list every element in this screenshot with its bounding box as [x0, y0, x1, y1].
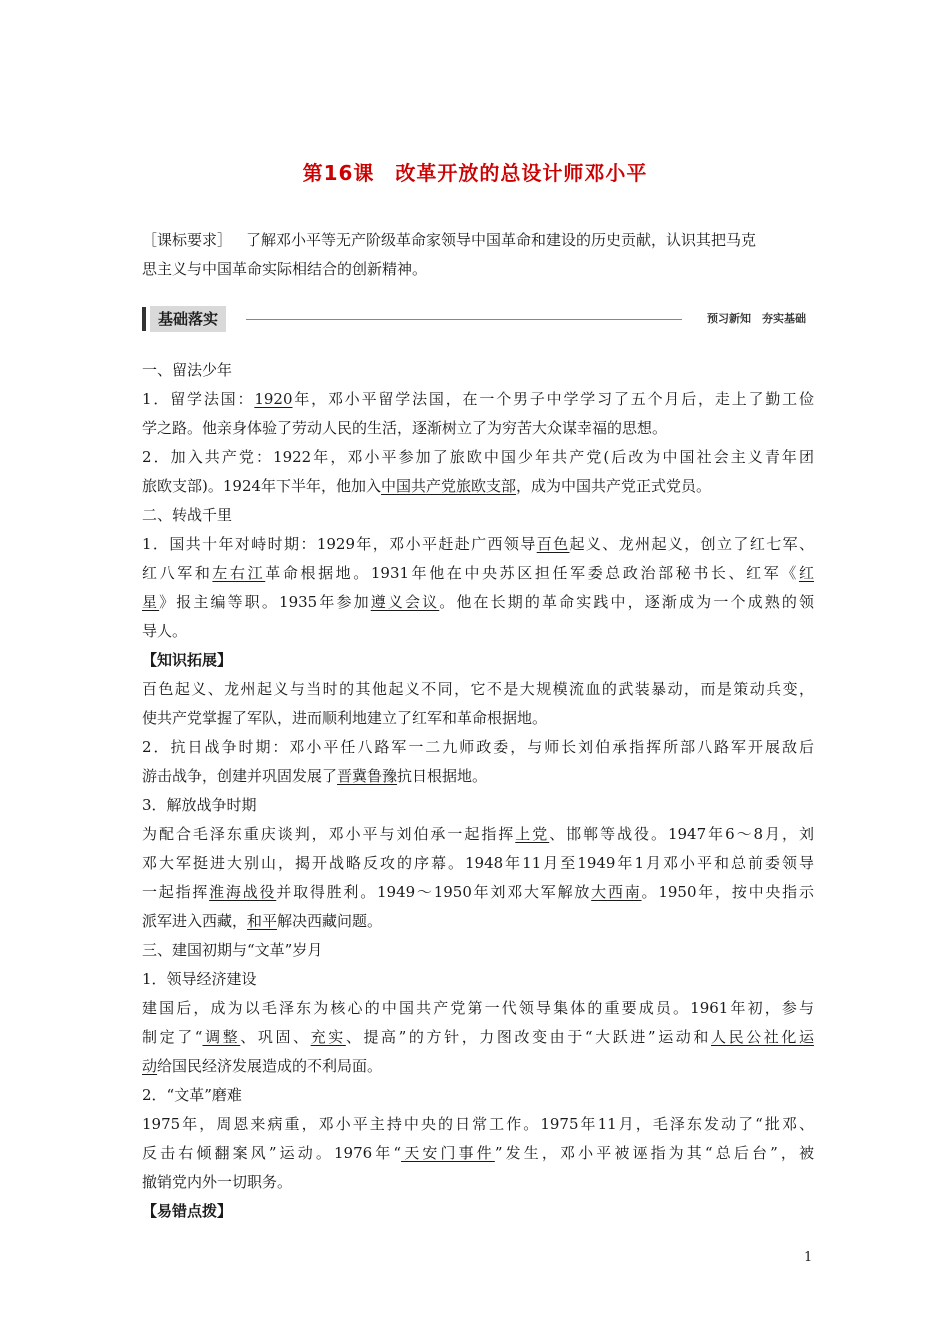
text-segment: 。他在长期的革命实践中，逐渐成为一个成熟的领	[439, 593, 814, 611]
text-segment: 制定了“	[142, 1028, 203, 1046]
text-line	[142, 994, 814, 1023]
text-segment: 1．留学法国：	[142, 390, 255, 408]
text-line	[142, 1139, 814, 1168]
requirement-text-2: 思主义与中国革命实际相结合的创新精神。	[142, 260, 428, 278]
text-segment: 使共产党掌握了军队，进而顺利地建立了红军和革命根据地。	[142, 709, 548, 727]
section-label: 基础落实	[150, 306, 226, 332]
text-segment: 为配合毛泽东重庆谈判，邓小平与刘伯承一起指挥	[142, 825, 516, 843]
text-line	[142, 1023, 814, 1052]
text-segment: 二、转战千里	[142, 506, 233, 524]
underlined-key-term: 天安门事件	[401, 1144, 495, 1162]
text-segment: 【知识拓展】	[142, 651, 233, 669]
text-line	[142, 936, 814, 965]
text-segment: 年，邓小平留学法国，在一个男子中学学习了五个月后，走上了勤工俭	[292, 390, 814, 408]
text-line	[142, 733, 814, 762]
text-line	[142, 472, 814, 501]
text-segment: 给国民经济发展造成的不利局面。	[157, 1057, 383, 1075]
text-segment: 建国后，成为以毛泽东为核心的中国共产党第一代领导集体的重要成员。1961年初，参与	[142, 999, 814, 1017]
underlined-key-term: 左右江	[212, 564, 266, 582]
underlined-key-term: 1920	[254, 390, 293, 408]
section-marker	[142, 307, 146, 331]
text-segment: ，成为中国共产党正式党员。	[516, 477, 712, 495]
text-segment: 【易错点拨】	[142, 1202, 233, 1220]
text-line	[142, 356, 814, 385]
text-segment: ”发生，邓小平被诬指为其“总后台”，被	[494, 1144, 814, 1162]
text-segment: 抗日根据地。	[397, 767, 488, 785]
text-segment: 1．国共十年对峙时期：1929年，邓小平赶赴广西领导	[142, 535, 537, 553]
text-line	[142, 791, 814, 820]
text-segment: 并取得胜利。1949～1950年刘邓大军解放	[276, 883, 592, 901]
text-segment: 、邯郸等战役。1947年6～8月，刘	[549, 825, 814, 843]
underlined-key-term: 上党	[515, 825, 550, 843]
underlined-key-term: 调整	[202, 1028, 241, 1046]
text-line	[142, 617, 814, 646]
text-line	[142, 907, 814, 936]
text-line	[142, 385, 814, 414]
text-segment: 2．抗日战争时期：邓小平任八路军一二九师政委，与师长刘伯承指挥所部八路军开展敌后	[142, 738, 814, 756]
text-segment: 》报主编等职。1935年参加	[159, 593, 371, 611]
text-segment: 。1950年，按中央指示	[641, 883, 814, 901]
underlined-key-term: 遵义会议	[370, 593, 440, 611]
callout-heading	[142, 646, 814, 675]
underlined-key-term: 和平	[247, 912, 278, 930]
text-segment: 学之路。他亲身体验了劳动人民的生活，逐渐树立了为穷苦大众谋幸福的思想。	[142, 419, 668, 437]
text-segment: 导人。	[142, 622, 188, 640]
text-line	[142, 1081, 814, 1110]
page-number: 1	[804, 1250, 813, 1265]
text-segment: 反击右倾翻案风”运动。1976年“	[142, 1144, 402, 1162]
curriculum-requirement	[142, 226, 814, 284]
underlined-key-term: 中国共产党旅欧支部	[381, 477, 517, 495]
underlined-key-term: 百色	[536, 535, 570, 553]
text-segment: 游击战争，创建并巩固发展了	[142, 767, 338, 785]
text-line	[142, 820, 814, 849]
text-segment: 旅欧支部)。1924年下半年，他加入	[142, 477, 382, 495]
text-segment: 一、留法少年	[142, 361, 233, 379]
text-segment: 红八军和	[142, 564, 213, 582]
requirement-tag: ［课标要求］	[142, 231, 233, 249]
underlined-key-term: 红	[798, 564, 814, 582]
lesson-title: 第16课 改革开放的总设计师邓小平	[302, 161, 648, 185]
text-line	[142, 530, 814, 559]
text-line	[142, 675, 814, 704]
text-line	[142, 501, 814, 530]
text-segment: 撤销党内外一切职务。	[142, 1173, 293, 1191]
text-line	[142, 414, 814, 443]
text-line	[142, 588, 814, 617]
text-line	[142, 559, 814, 588]
text-segment: 2．加入共产党：1922年，邓小平参加了旅欧中国少年共产党(后改为中国社会主义青年团	[142, 448, 814, 466]
requirement-text-1: 了解邓小平等无产阶级革命家领导中国革命和建设的历史贡献，认识其把马克	[246, 231, 757, 249]
section-divider	[246, 319, 682, 320]
text-segment: 起义、龙州起义，创立了红七军、	[569, 535, 814, 553]
section-header	[142, 304, 814, 334]
text-segment: 邓大军挺进大别山，揭开战略反攻的序幕。1948年11月至1949年1月邓小平和总前委领导	[142, 854, 814, 872]
text-segment: 、巩固、	[240, 1028, 311, 1046]
callout-heading	[142, 1197, 814, 1226]
text-segment: 派军进入西藏，	[142, 912, 248, 930]
text-line	[142, 762, 814, 791]
text-segment: 3．解放战争时期	[142, 796, 257, 814]
text-line	[142, 965, 814, 994]
text-segment: 1975年，周恩来病重，邓小平主持中央的日常工作。1975年11月，毛泽东发动了“批邓、	[142, 1115, 814, 1133]
text-line	[142, 1052, 814, 1081]
text-segment: 、提高”的方针，力图改变由于“大跃进”运动和	[345, 1028, 711, 1046]
underlined-key-term: 人民公社化运	[710, 1028, 814, 1046]
underlined-key-term: 晋冀鲁豫	[337, 767, 398, 785]
text-line	[142, 1168, 814, 1197]
underlined-key-term: 动	[142, 1057, 158, 1075]
section-subtitle: 预习新知 夯实基础	[707, 312, 806, 325]
text-segment: 2．“文革”磨难	[142, 1086, 242, 1104]
text-line	[142, 1110, 814, 1139]
text-segment: 百色起义、龙州起义与当时的其他起义不同，它不是大规模流血的武装暴动，而是策动兵变，	[142, 680, 814, 698]
text-line	[142, 878, 814, 907]
text-line	[142, 704, 814, 733]
underlined-key-term: 星	[142, 593, 160, 611]
text-line	[142, 443, 814, 472]
underlined-key-term: 充实	[310, 1028, 346, 1046]
text-segment: 一起指挥	[142, 883, 210, 901]
text-segment: 解决西藏问题。	[277, 912, 383, 930]
text-segment: 1．领导经济建设	[142, 970, 257, 988]
underlined-key-term: 大西南	[591, 883, 642, 901]
text-line	[142, 849, 814, 878]
document-body	[142, 356, 814, 1226]
text-segment: 三、建国初期与“文革”岁月	[142, 941, 323, 959]
text-segment: 革命根据地。1931年他在中央苏区担任军委总政治部秘书长、红军《	[265, 564, 799, 582]
underlined-key-term: 淮海战役	[209, 883, 277, 901]
